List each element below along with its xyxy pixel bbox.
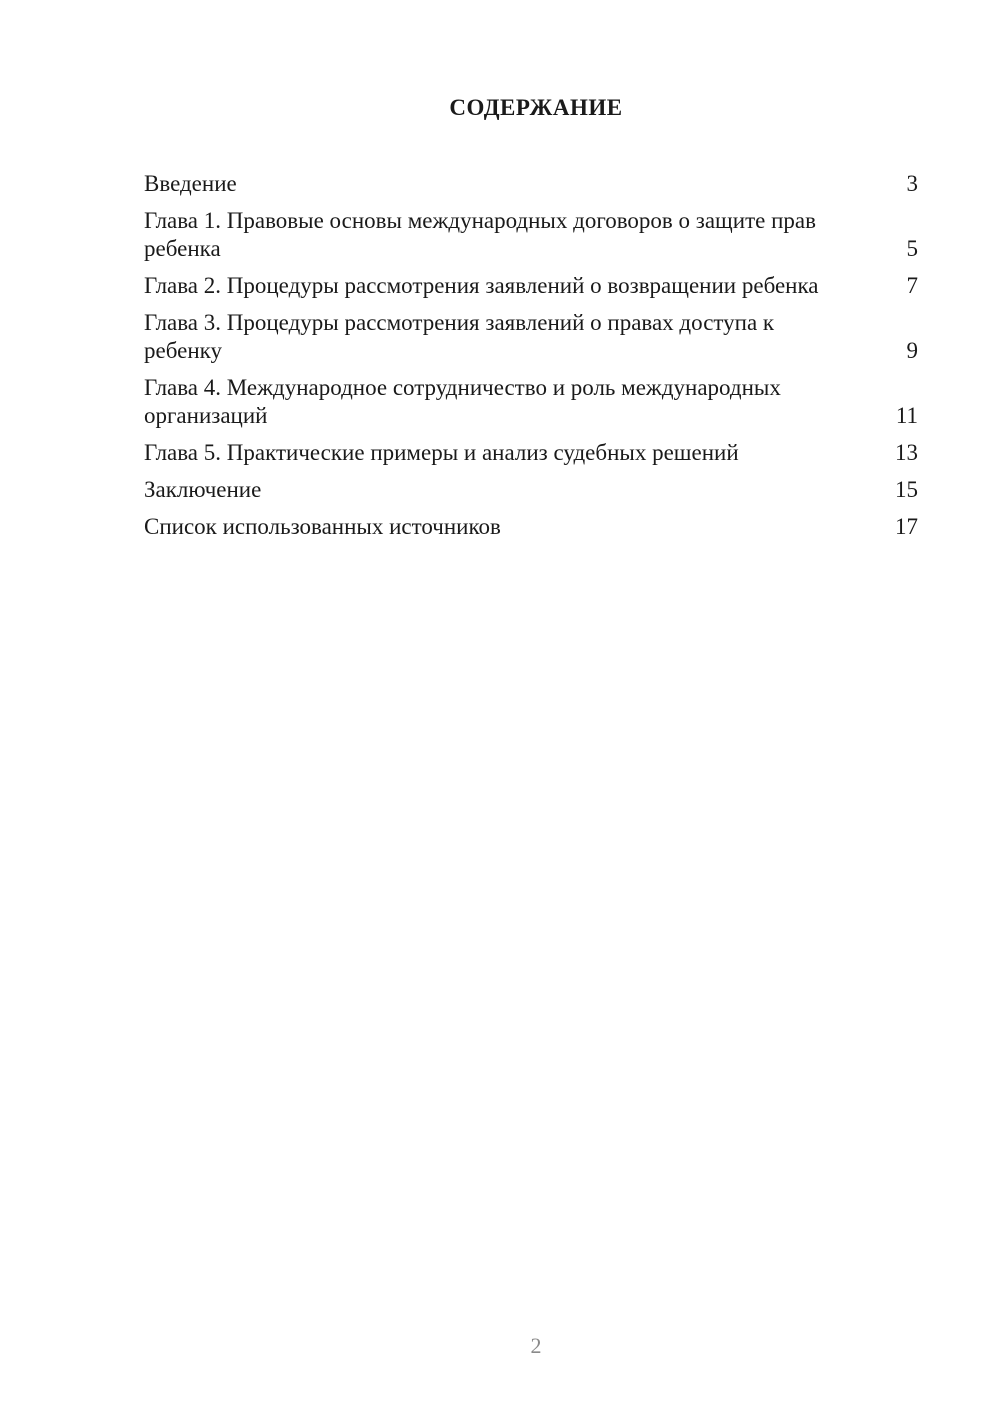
toc-entry-page: 17 — [895, 514, 918, 539]
toc-entry-text: Список использованных источников — [144, 514, 501, 539]
toc-entry — [144, 272, 918, 300]
toc-entry — [144, 170, 918, 198]
toc-entry — [144, 439, 918, 467]
toc-entry-text: Глава 1. Правовые основы международных договоров о защите прав ребенка — [144, 208, 816, 261]
toc-entry-page: 11 — [895, 403, 918, 428]
toc-entry-text: Глава 4. Международное сотрудничество и роль международных организаций — [144, 375, 781, 428]
toc-entry-text: Глава 5. Практические примеры и анализ судебных решений — [144, 440, 739, 465]
toc-entry-text: Глава 3. Процедуры рассмотрения заявлений о правах доступа к ребенку — [144, 310, 775, 363]
toc-entry — [144, 476, 918, 504]
toc-entry-text: Введение — [144, 171, 237, 196]
toc-entry-page: 15 — [895, 477, 918, 502]
toc-entry — [144, 513, 918, 541]
toc-entry — [144, 207, 918, 263]
toc-entry — [144, 309, 918, 365]
page-number: 2 — [530, 1333, 542, 1358]
page-title: СОДЕРЖАНИЕ — [449, 95, 623, 120]
toc-entry-page: 5 — [906, 236, 918, 261]
toc-entry — [144, 374, 918, 430]
toc-entry-text: Глава 2. Процедуры рассмотрения заявлений о возвращении ребенка — [144, 273, 819, 298]
toc-entry-page: 13 — [895, 440, 918, 465]
toc-entry-page: 3 — [906, 171, 918, 196]
table-of-contents — [144, 170, 918, 550]
toc-entry-text: Заключение — [144, 477, 262, 502]
toc-entry-page: 9 — [906, 338, 918, 363]
toc-entry-page: 7 — [906, 273, 918, 298]
